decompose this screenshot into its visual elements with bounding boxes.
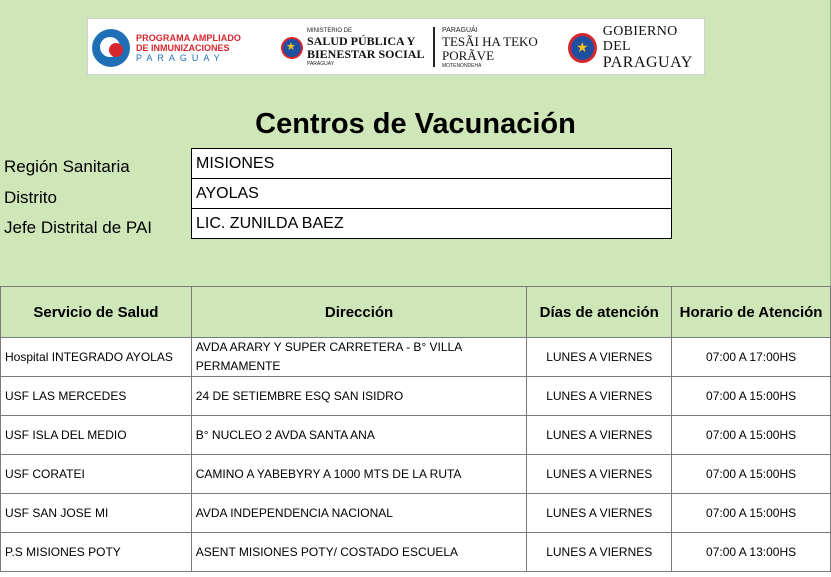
- pai-line2: DE INMUNIZACIONES: [136, 42, 230, 53]
- pai-logo: [92, 19, 241, 76]
- tesai-line1: TESÃI HA TEKO: [442, 33, 538, 49]
- chief-label: Jefe Distrital de PAI: [4, 218, 153, 237]
- cell-hours: 07:00 A 15:00HS: [672, 494, 831, 533]
- cell-service: USF CORATEI: [1, 455, 192, 494]
- cell-hours: 07:00 A 13:00HS: [672, 533, 831, 572]
- msp-tiny: PARAGUAY: [307, 61, 335, 67]
- district-label: Distrito: [4, 188, 57, 207]
- pai-emblem-icon: [92, 29, 130, 67]
- page-title: Centros de Vacunación: [255, 108, 576, 140]
- cell-hours: 07:00 A 15:00HS: [672, 416, 831, 455]
- cell-days: LUNES A VIERNES: [527, 338, 672, 377]
- chief-value: LIC. ZUNILDA BAEZ: [191, 208, 672, 239]
- table-row: [1, 377, 831, 416]
- cell-address: 24 DE SETIEMBRE ESQ SAN ISIDRO: [191, 377, 527, 416]
- cell-address: AVDA INDEPENDENCIA NACIONAL: [191, 494, 527, 533]
- msp-logo: [281, 19, 424, 76]
- region-label: Región Sanitaria: [4, 157, 130, 176]
- cell-days: LUNES A VIERNES: [527, 377, 672, 416]
- gobierno-logo: [568, 19, 704, 76]
- header-hours: Horario de Atención: [672, 287, 831, 338]
- cell-address: ASENT MISIONES POTY/ COSTADO ESCUELA: [191, 533, 527, 572]
- cell-hours: 07:00 A 15:00HS: [672, 455, 831, 494]
- cell-service: USF SAN JOSE MI: [1, 494, 192, 533]
- cell-address: CAMINO A YABEBYRY A 1000 MTS DE LA RUTA: [191, 455, 527, 494]
- cell-address: B° NUCLEO 2 AVDA SANTA ANA: [191, 416, 527, 455]
- cell-service: USF LAS MERCEDES: [1, 377, 192, 416]
- gobierno-line2: PARAGUAY: [602, 54, 693, 71]
- vaccination-centers-table: [0, 286, 831, 572]
- cell-hours: 07:00 A 15:00HS: [672, 377, 831, 416]
- cell-days: LUNES A VIERNES: [527, 494, 672, 533]
- cell-days: LUNES A VIERNES: [527, 416, 672, 455]
- table-row: [1, 455, 831, 494]
- cell-days: LUNES A VIERNES: [527, 455, 672, 494]
- district-value: AYOLAS: [191, 178, 672, 209]
- table-row: [1, 533, 831, 572]
- msp-line2: BIENESTAR SOCIAL: [307, 47, 425, 61]
- table-row: [1, 416, 831, 455]
- tesai-line2: PORÃVE: [442, 47, 495, 63]
- table-row: [1, 494, 831, 533]
- cell-hours: 07:00 A 17:00HS: [672, 338, 831, 377]
- table-row: [1, 338, 831, 377]
- region-value: MISIONES: [191, 148, 672, 179]
- pai-line3: PARAGUAY: [136, 52, 225, 63]
- msp-small: MINISTERIO DE: [307, 28, 353, 34]
- gobierno-line1: GOBIERNO DEL: [602, 24, 678, 54]
- header-service: Servicio de Salud: [1, 287, 192, 338]
- gobierno-seal-icon: [568, 33, 597, 63]
- cell-service: Hospital INTEGRADO AYOLAS: [1, 338, 192, 377]
- cell-days: LUNES A VIERNES: [527, 533, 672, 572]
- tesai-tiny: MOTENONDEHA: [442, 62, 482, 69]
- tesai-small: PARAGUÁI: [442, 26, 478, 34]
- header-days: Días de atención: [527, 287, 672, 338]
- cell-address: AVDA ARARY Y SUPER CARRETERA - B° VILLA PERMAMENTE: [191, 338, 527, 377]
- banner-divider: [433, 27, 435, 67]
- cell-service: USF ISLA DEL MEDIO: [1, 416, 192, 455]
- cell-service: P.S MISIONES POTY: [1, 533, 192, 572]
- logo-banner: [87, 18, 705, 75]
- pai-line1: PROGRAMA AMPLIADO: [136, 32, 242, 43]
- msp-line1: SALUD PÚBLICA Y: [307, 34, 416, 48]
- header-address: Dirección: [191, 287, 527, 338]
- tesai-logo: [442, 19, 538, 76]
- table-header-row: [1, 287, 831, 338]
- national-seal-icon: [281, 37, 303, 59]
